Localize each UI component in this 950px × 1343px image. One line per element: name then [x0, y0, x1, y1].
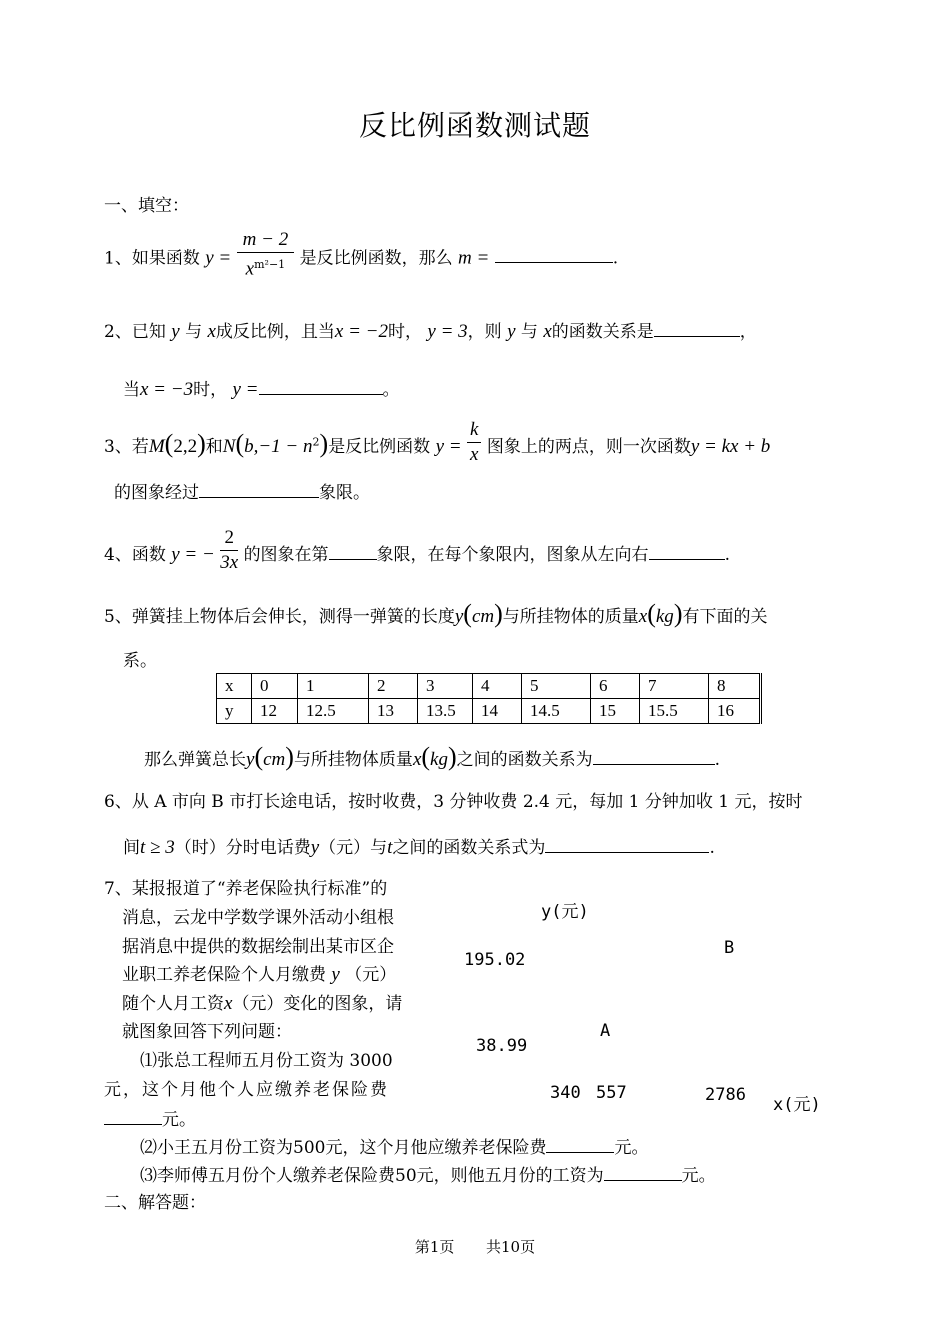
q7-line-5: [122, 993, 402, 1015]
q2-text-d: ，则: [467, 322, 502, 342]
q6-line2-c: （元）与: [319, 838, 388, 858]
q5-paren-close-2: ): [673, 599, 683, 628]
spring-data-table: [216, 673, 762, 724]
table-cell: y: [217, 699, 252, 724]
q5-x-unit-2: kg: [430, 749, 448, 770]
q7-line-5a: 随个人月工资: [122, 994, 224, 1014]
table-cell: 12.5: [298, 699, 369, 724]
table-cell: 14.5: [522, 699, 591, 724]
section-answer-heading: 二、解答题：: [104, 1193, 206, 1213]
q3-point-m-coords: 2,2: [173, 436, 198, 457]
q5-line1-b: 与所挂物体的质量: [502, 607, 639, 627]
q6-cond: t ≥ 3: [140, 837, 175, 858]
q5-y-unit: cm: [471, 606, 495, 627]
q6-line2-d: 之间的函数关系式为: [392, 838, 546, 858]
q2-text-b: 成反比例，且当: [215, 322, 335, 342]
footer-page: 第1页: [414, 1238, 455, 1256]
table-cell: 4: [473, 674, 522, 699]
q5-var-y: y: [454, 606, 464, 627]
q7-var-x: x: [224, 993, 233, 1014]
question-1: [104, 229, 619, 282]
q2-text-c: 时，: [388, 322, 422, 342]
footer-total: 共10页: [486, 1238, 536, 1256]
graph-y-tick-195: 195.02: [464, 950, 526, 970]
page-title: 反比例函数测试题: [358, 109, 591, 142]
q3-line2-b: 象限。: [319, 483, 370, 503]
q3-line2-a: 的图象经过: [114, 483, 199, 503]
q4-lhs: y = −: [171, 544, 215, 565]
q2-line2-a: 当: [123, 380, 140, 400]
q5-var-y-2: y: [246, 749, 255, 770]
table-cell: 13.5: [418, 699, 473, 724]
table-cell: 2: [369, 674, 418, 699]
table-cell: 15.5: [640, 699, 709, 724]
q7-sub2-text: ⑵小王五月份工资为500元，这个月他应缴养老保险费: [140, 1138, 547, 1158]
graph-point-a: A: [600, 1021, 611, 1041]
q5-paren-close: ): [494, 599, 503, 628]
q2-comma: ，: [739, 322, 757, 342]
q7-line-1: 7、某报报道了“养老保险执行标准”的: [104, 879, 388, 899]
q2-cond-x: x = −2: [334, 321, 388, 342]
q3-paren-open-2: (: [235, 429, 245, 458]
question-6-line-2: [123, 834, 715, 859]
q7-sub1-line-3: [104, 1106, 196, 1131]
q2-text-e: 的函数关系是: [551, 322, 654, 342]
table-cell: 0: [252, 674, 298, 699]
q5-line-2: 系。: [123, 651, 157, 671]
q5-line3-b: 与所挂物体质量: [293, 750, 413, 770]
graph-x-axis-label: x(元): [773, 1095, 821, 1115]
q2-var-x: x: [207, 321, 216, 342]
question-6-line-1: 6、从 A 市向 B 市打长途电话，按时收费，3 分钟收费 2.4 元，每加 1 分钟加收 1 元，按时: [104, 792, 803, 812]
q6-answer-blank[interactable]: [545, 834, 709, 853]
graph-y-tick-38: 38.99: [476, 1036, 528, 1056]
q5-answer-blank[interactable]: [593, 746, 715, 765]
q7-line-4: [122, 964, 396, 986]
q5-line3-c: 之间的函数关系为: [456, 750, 593, 770]
q3-func-lhs: y =: [435, 436, 462, 457]
q3-paren-open: (: [164, 429, 174, 458]
q2-var-y-2: y: [507, 321, 516, 342]
q7-sub3-text: ⑶李师傅五月份个人缴养老保险费50元，则他五月份的工资为: [140, 1166, 604, 1186]
q3-and: 和: [205, 437, 223, 457]
q7-line-2: 消息，云龙中学数学课外活动小组根: [122, 908, 394, 928]
q7-var-y: y: [331, 964, 340, 985]
q3-prefix: 3、若: [104, 437, 149, 457]
q7-line-5b: （元）变化的图象，请: [232, 994, 403, 1014]
q4-denominator: 3x: [220, 552, 239, 573]
q2-cond-y: y = 3: [427, 321, 468, 342]
q1-numerator: m − 2: [237, 228, 295, 253]
q5-paren-open-4: (: [421, 742, 431, 771]
q7-sub1-unit: 元。: [162, 1110, 196, 1130]
page-footer: [0, 1236, 950, 1257]
table-cell: 8: [709, 674, 761, 699]
table-cell: 14: [473, 699, 522, 724]
q2-cond2-x: x = −3: [140, 379, 194, 400]
q2-var-y: y: [171, 321, 180, 342]
q5-x-unit: kg: [655, 606, 674, 627]
q3-linear: y = kx + b: [690, 436, 771, 457]
q4-prefix: 4、函数: [104, 545, 166, 565]
q4-end: .: [724, 545, 730, 565]
table-cell: 5: [522, 674, 591, 699]
q7-sub2: [140, 1134, 648, 1159]
q1-var: m =: [458, 247, 490, 269]
q5-paren-open: (: [463, 599, 472, 628]
q2-with: 与: [185, 322, 203, 342]
q4-answer-blank-2[interactable]: [649, 541, 725, 560]
q7-line-4a: 业职工养老保险个人月缴费: [122, 965, 326, 985]
q7-sub3-unit: 元。: [681, 1166, 716, 1186]
q3-numerator: k: [467, 418, 481, 443]
q1-answer-blank[interactable]: [495, 244, 613, 263]
table-cell: 6: [591, 674, 640, 699]
table-cell: 3: [418, 674, 473, 699]
q2-y-eq: y =: [232, 379, 259, 400]
graph-point-b: B: [724, 938, 735, 958]
graph-x-tick-340: 340: [550, 1083, 581, 1103]
q6-line2-a: 间: [123, 838, 140, 858]
q7-line-4b: （元）: [345, 965, 397, 985]
q3-paren-close-2: ): [319, 429, 329, 458]
q7-sub1-answer-blank[interactable]: [104, 1106, 162, 1125]
q1-denominator-exp: m²−1: [254, 258, 286, 271]
q3-point-n-exp: 2: [312, 435, 320, 449]
q5-y-unit-2: cm: [263, 749, 286, 770]
q7-sub1-line-2: 元，这个月他个人应缴养老保险费: [104, 1080, 389, 1100]
q1-lhs: y =: [205, 247, 232, 269]
graph-x-tick-2786: 2786: [705, 1085, 746, 1105]
q4-numerator: 2: [220, 526, 238, 551]
q5-paren-open-3: (: [254, 742, 264, 771]
q7-sub1-line-1: ⑴张总工程师五月份工资为 3000: [140, 1051, 393, 1071]
q5-paren-open-2: (: [647, 599, 656, 628]
q5-line3-a: 那么弹簧总长: [144, 750, 246, 770]
q1-mid: 是反比例函数，那么: [299, 248, 453, 269]
q2-period: 。: [382, 380, 400, 400]
q6-end: .: [709, 838, 715, 858]
section-fill-blank-heading: 一、填空：: [104, 196, 189, 216]
question-5-line-1: [104, 599, 768, 628]
q2-var-x-2: x: [543, 321, 552, 342]
q7-line-6: 就图象回答下列问题：: [122, 1022, 292, 1042]
table-cell: 13: [369, 699, 418, 724]
q1-denominator: x: [245, 258, 255, 280]
q3-point-m: M: [148, 436, 165, 457]
q6-line2-b: （时）分时电话费: [174, 838, 311, 858]
q2-with-2: 与: [520, 322, 538, 342]
q3-denominator: x: [470, 444, 479, 465]
q3-mid: 是反比例函数: [328, 437, 431, 457]
question-3-line-1: [104, 419, 771, 467]
q1-prefix: 1、如果函数: [104, 248, 200, 269]
q6-var-y: y: [310, 837, 320, 858]
table-cell: 15: [591, 699, 640, 724]
graph-x-tick-557: 557: [596, 1083, 627, 1103]
q7-sub2-unit: 元。: [614, 1138, 649, 1158]
q7-sub3: [140, 1162, 716, 1187]
q5-line1-c: 有下面的关: [682, 607, 768, 627]
q2-answer-blank-2[interactable]: [259, 376, 383, 395]
q4-mid2: 象限，在每个象限内，图象从左向右: [376, 545, 649, 565]
table-cell: 1: [298, 674, 369, 699]
q5-var-x-2: x: [412, 749, 422, 770]
table-row-x: [217, 674, 761, 699]
q4-mid: 的图象在第: [243, 545, 329, 565]
table-cell: x: [217, 674, 252, 699]
question-2-line-1: [104, 318, 757, 343]
graph-y-axis-label: y(元): [541, 902, 589, 922]
q1-fraction: [237, 228, 295, 282]
table-cell: 12: [252, 699, 298, 724]
q2-answer-blank-1[interactable]: [654, 318, 740, 337]
q5-paren-close-4: ): [447, 742, 457, 771]
q7-sub2-answer-blank[interactable]: [546, 1134, 614, 1153]
q3-fraction: [467, 418, 481, 467]
q5-line1-a: 5、弹簧挂上物体后会伸长，测得一弹簧的长度: [104, 607, 455, 627]
q4-fraction: [220, 526, 238, 575]
q5-paren-close-3: ): [285, 742, 294, 771]
q6-var-t: t: [387, 837, 393, 858]
q4-answer-blank-1[interactable]: [329, 541, 377, 560]
q2-text-a: 2、已知: [104, 322, 166, 342]
q7-sub3-answer-blank[interactable]: [604, 1162, 682, 1181]
question-3-line-2: [114, 479, 370, 504]
question-4: [104, 527, 730, 575]
q2-line2-b: 时，: [193, 380, 228, 400]
q3-mid2: 图象上的两点，则一次函数: [486, 437, 691, 457]
q3-paren-close: ): [197, 429, 206, 458]
q3-point-n-coords: b,−1 − n: [244, 436, 313, 457]
question-2-line-2: [123, 376, 400, 401]
question-5-line-3: [144, 742, 721, 771]
q5-var-x: x: [638, 606, 648, 627]
q3-point-n: N: [222, 436, 236, 457]
q1-end: .: [612, 248, 619, 269]
table-cell: 16: [709, 699, 761, 724]
q7-line-3: 据消息中提供的数据绘制出某市区企: [122, 937, 394, 957]
q5-end: .: [714, 750, 721, 770]
table-row-y: [217, 699, 761, 724]
table-cell: 7: [640, 674, 709, 699]
q3-answer-blank[interactable]: [199, 479, 319, 498]
